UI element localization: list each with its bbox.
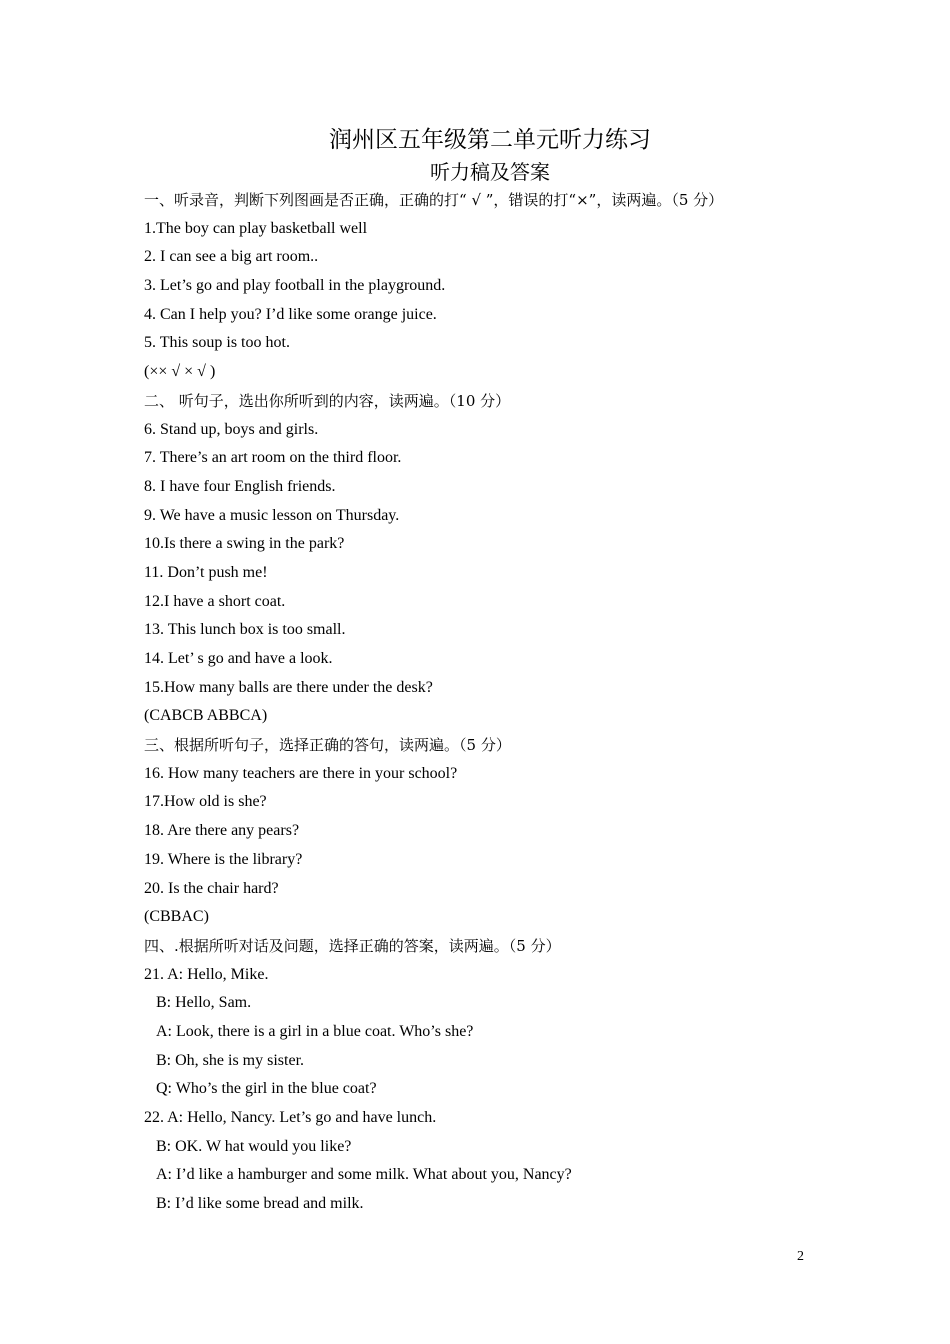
question-line: 21. A: Hello, Mike. bbox=[144, 965, 269, 983]
question-line: 18. Are there any pears? bbox=[144, 822, 300, 840]
question-line: 20. Is the chair hard? bbox=[144, 879, 279, 897]
question-line: 17.How old is she? bbox=[144, 793, 267, 811]
section-heading: 三、根据所听句子，选择正确的答句，读两遍。（5 分） bbox=[144, 736, 511, 755]
question-line: 22. A: Hello, Nancy. Let’s go and have lunch. bbox=[144, 1109, 437, 1126]
question-line: 7. There’s an art room on the third floor. bbox=[144, 449, 402, 467]
page-title: 润州区五年级第二单元听力练习 bbox=[329, 127, 651, 153]
answer-key: (CABCB ABBCA) bbox=[144, 707, 268, 725]
answer-key: (CBBAC) bbox=[144, 908, 209, 926]
dialogue-line: A: I’d like a hamburger and some milk. What about you, Nancy? bbox=[156, 1166, 572, 1184]
question-line: 6. Stand up, boys and girls. bbox=[144, 420, 319, 438]
question-line: 2. I can see a big art room.. bbox=[144, 248, 319, 266]
section-heading: 一、听录音，判断下列图画是否正确，正确的打“ √ ”，错误的打“×”，读两遍。（5 分） bbox=[144, 191, 724, 209]
dialogue-line: B: OK. W hat would you like? bbox=[156, 1137, 352, 1155]
question-line: 15.How many balls are there under the desk? bbox=[144, 678, 433, 696]
dialogue-line: B: I’d like some bread and milk. bbox=[156, 1195, 364, 1213]
question-line: 4. Can I help you? I’d like some orange juice. bbox=[144, 305, 437, 323]
dialogue-line: A: Look, there is a girl in a blue coat. Who’s she? bbox=[156, 1022, 474, 1040]
dialogue-line: Q: Who’s the girl in the blue coat? bbox=[156, 1080, 377, 1098]
section-heading: 二、 听句子，选出你所听到的内容，读两遍。（10 分） bbox=[144, 391, 511, 410]
document-body bbox=[144, 186, 824, 1219]
dialogue-line: B: Oh, she is my sister. bbox=[156, 1051, 305, 1069]
answer-key: (×× √ × √ ) bbox=[144, 363, 216, 381]
question-line: 5. This soup is too hot. bbox=[144, 334, 290, 352]
page-subtitle: 听力稿及答案 bbox=[430, 160, 550, 184]
question-line: 9. We have a music lesson on Thursday. bbox=[144, 506, 400, 524]
question-line: 8. I have four English friends. bbox=[144, 477, 336, 495]
question-line: 19. Where is the library? bbox=[144, 850, 303, 868]
section-heading: 四、.根据所听对话及问题，选择正确的答案，读两遍。（5 分） bbox=[144, 936, 561, 955]
question-line: 3. Let’s go and play football in the playground. bbox=[144, 277, 446, 295]
question-line: 1.The boy can play basketball well bbox=[144, 219, 368, 237]
question-line: 12.I have a short coat. bbox=[144, 592, 286, 610]
question-line: 13. This lunch box is too small. bbox=[144, 621, 346, 639]
question-line: 14. Let’ s go and have a look. bbox=[144, 650, 333, 667]
dialogue-line: B: Hello, Sam. bbox=[156, 994, 252, 1012]
question-line: 10.Is there a swing in the park? bbox=[144, 535, 345, 553]
question-line: 11. Don’t push me! bbox=[144, 563, 268, 581]
question-line: 16. How many teachers are there in your school? bbox=[144, 764, 458, 782]
page-number: 2 bbox=[797, 1249, 804, 1264]
